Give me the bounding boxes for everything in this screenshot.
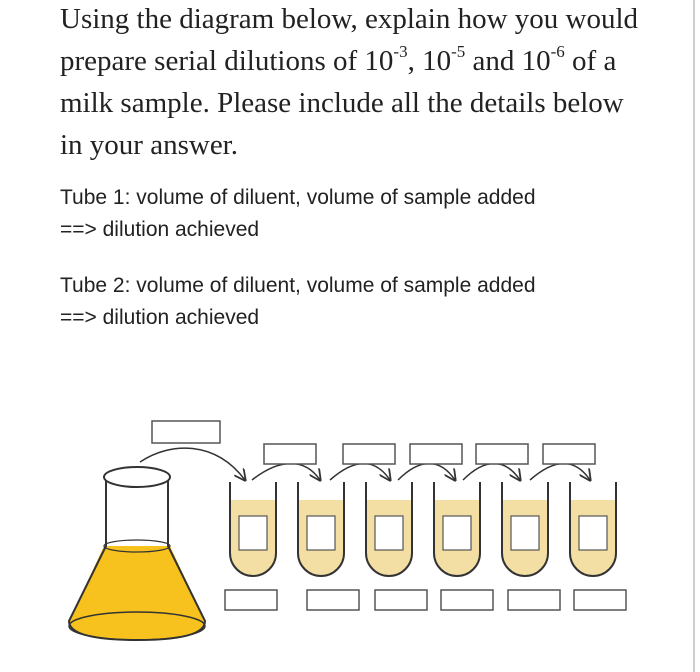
- dilution-box-3: [375, 590, 427, 610]
- question-prefix: Using the diagram below, explain how you would prepare serial dilutions of: [60, 3, 639, 77]
- tube-label-box: [511, 516, 539, 550]
- dilution-1-base: 10: [364, 45, 394, 77]
- tube-label-box: [375, 516, 403, 550]
- arrow-tube-4-to-tube-5: [463, 464, 520, 481]
- dilution-box-2: [307, 590, 359, 610]
- tube-label-box: [443, 516, 471, 550]
- dilution-box-1: [225, 590, 277, 610]
- transfer-box-1: [264, 444, 316, 464]
- flask-label-box: [152, 421, 220, 443]
- dilution-box-5: [508, 590, 560, 610]
- question-suffix: of a milk sample. Please include all the details below in your answer.: [60, 45, 624, 161]
- dilution-2-base: 10: [422, 45, 452, 77]
- test-tube-6: [570, 482, 616, 576]
- flask-liquid: [69, 546, 205, 640]
- transfer-box-5: [543, 444, 595, 464]
- transfer-box-4: [476, 444, 528, 464]
- test-tube-3: [366, 482, 412, 576]
- separator-and: and: [472, 45, 515, 77]
- flask-mouth: [104, 467, 170, 487]
- test-tube-2: [298, 482, 344, 576]
- dilution-3-exponent: -6: [550, 42, 565, 62]
- dilution-box-4: [441, 590, 493, 610]
- separator-comma: ,: [407, 45, 415, 77]
- tube-label-box: [239, 516, 267, 550]
- tube-label-box: [579, 516, 607, 550]
- test-tube-5: [502, 482, 548, 576]
- dilution-2-exponent: -5: [451, 42, 466, 62]
- tube-label-box: [307, 516, 335, 550]
- transfer-box-2: [343, 444, 395, 464]
- arrow-tube-2-to-tube-3: [330, 464, 390, 481]
- test-tube-1: [230, 482, 276, 576]
- dilution-1-exponent: -3: [393, 42, 408, 62]
- tube-1-line-2: ==> dilution achieved: [60, 218, 260, 241]
- arrow-tube-1-to-tube-2: [252, 464, 320, 481]
- test-tubes: [230, 482, 616, 576]
- tube-2-line-1: Tube 2: volume of diluent, volume of sample added: [60, 274, 536, 297]
- dilution-3-base: 10: [521, 45, 551, 77]
- arrow-tube-3-to-tube-4: [398, 464, 455, 481]
- transfer-box-3: [410, 444, 462, 464]
- flask: [69, 467, 205, 640]
- dilution-boxes: [225, 590, 626, 610]
- arrow-tube-5-to-tube-6: [530, 464, 590, 481]
- test-tube-4: [434, 482, 480, 576]
- tube-2-line-2: ==> dilution achieved: [60, 306, 260, 329]
- dilution-box-6: [574, 590, 626, 610]
- transfer-volume-boxes: [264, 444, 595, 464]
- tube-1-line-1: Tube 1: volume of diluent, volume of sample added: [60, 186, 536, 209]
